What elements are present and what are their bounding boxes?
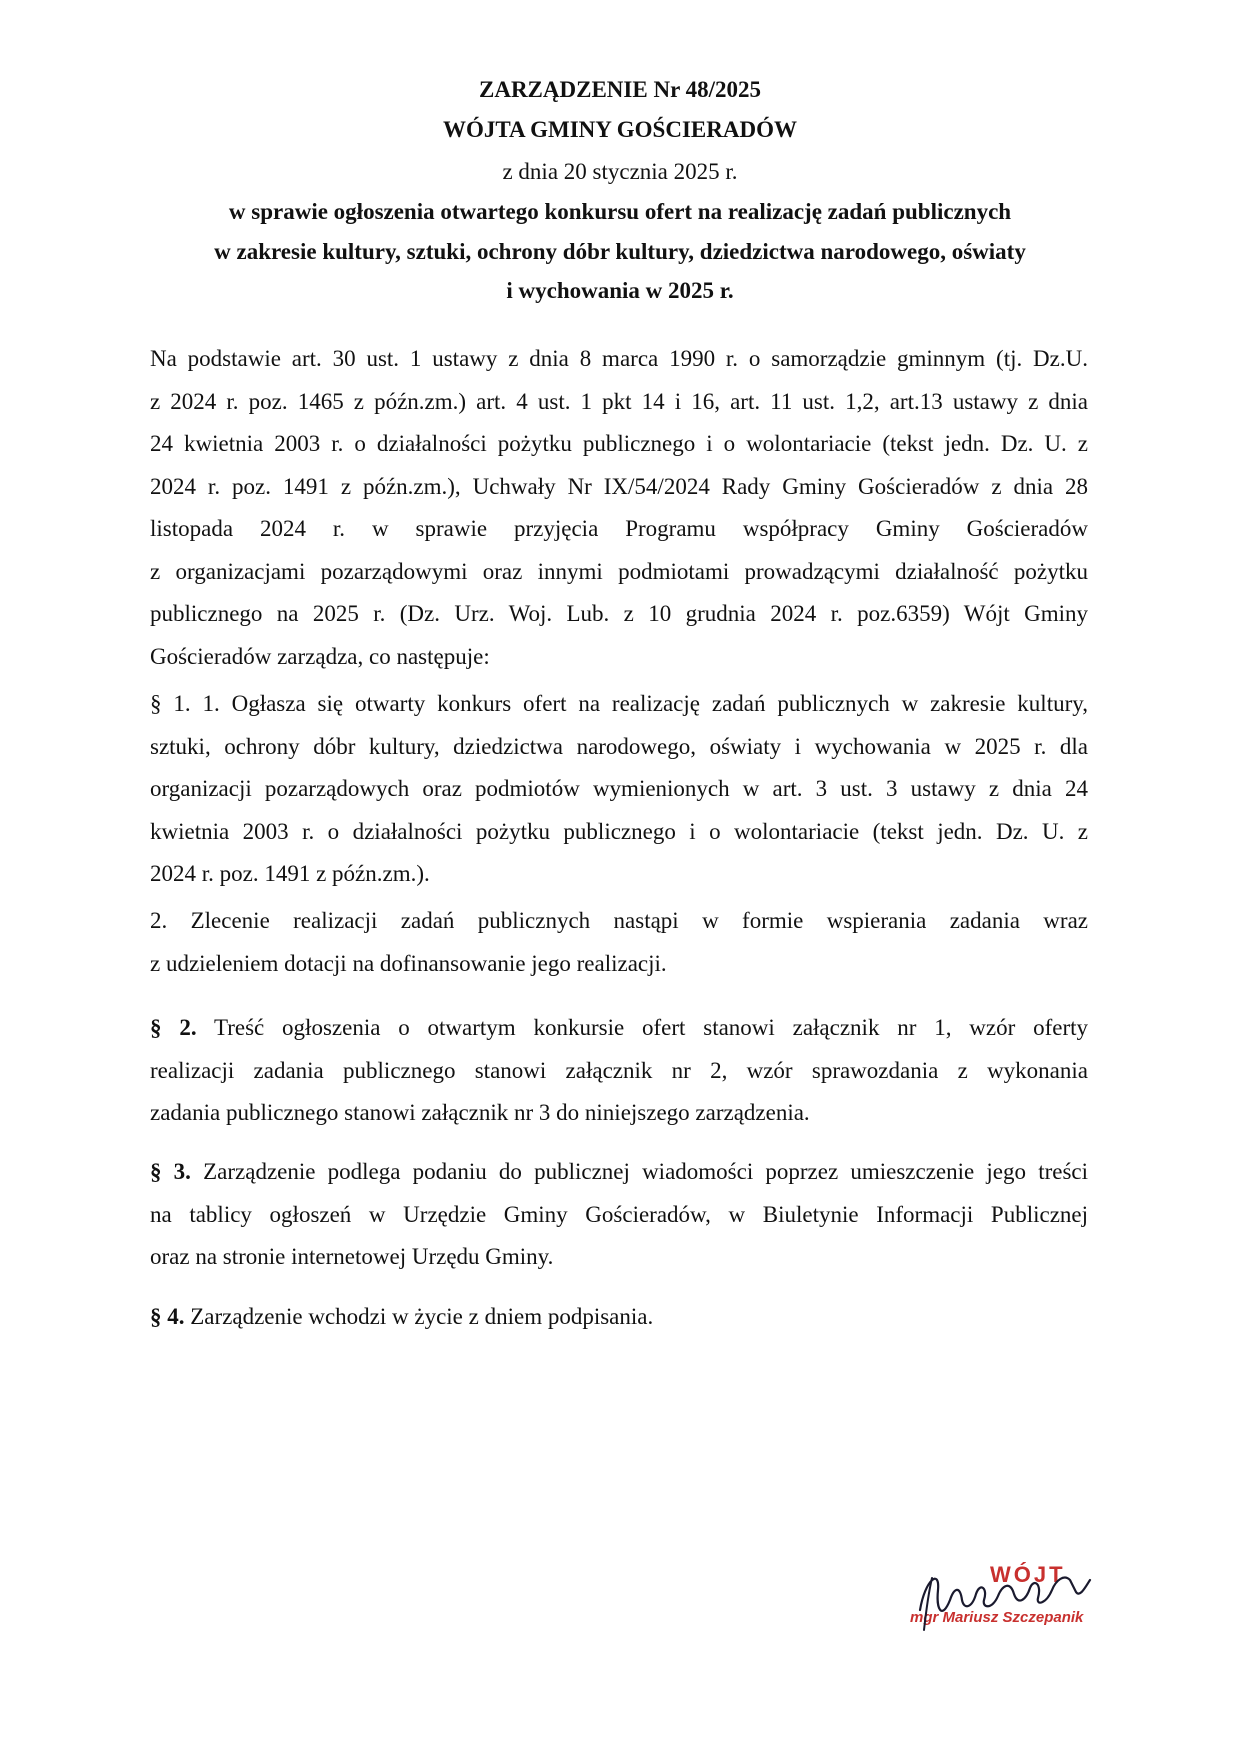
preamble-line: Gościeradów zarządza, co następuje: — [150, 643, 490, 669]
section-3-line: Zarządzenie podlega podaniu do publicznej wiadomości poprzez umieszczenie jego treści — [190, 1159, 1089, 1184]
section-3-line: na tablicy ogłoszeń w Urzędzie Gminy Gościeradów, w Biuletynie Informacji Publicznej — [150, 1201, 1088, 1227]
stamp-title: WÓJT — [990, 1562, 1066, 1587]
subject-line-2: w zakresie kultury, sztuki, ochrony dóbr kultury, dziedzictwa narodowego, oświaty — [214, 239, 1026, 264]
document-date: z dnia 20 stycznia 2025 r. — [502, 159, 738, 184]
section-2-line: Treść ogłoszenia o otwartym konkursie ofert stanowi załącznik nr 1, wzór oferty — [196, 1015, 1089, 1040]
section-4-label: § 4. — [150, 1304, 185, 1329]
subject-line-3: i wychowania w 2025 r. — [506, 278, 734, 303]
section-2-line: zadania publicznego stanowi załącznik nr 3 do niniejszego zarządzenia. — [150, 1100, 810, 1125]
section-1-point-2-line: 2. Zlecenie realizacji zadań publicznych nastąpi w formie wspierania zadania wraz — [150, 908, 1088, 933]
section-2-line: realizacji zadania publicznego stanowi załącznik nr 2, wzór sprawozdania z wykonania — [150, 1057, 1088, 1083]
section-3-line: oraz na stronie internetowej Urzędu Gminy. — [150, 1244, 554, 1269]
section-1-line: 2024 r. poz. 1491 z późn.zm.). — [150, 861, 430, 886]
signature-stamp — [880, 1550, 1120, 1640]
section-1-line: § 1. 1. Ogłasza się otwarty konkurs ofert na realizację zadań publicznych w zakresie kultury, — [150, 691, 1088, 716]
preamble-line: 24 kwietnia 2003 r. o działalności pożytku publicznego i o wolontariacie (tekst jedn. Dz. U. z — [150, 431, 1088, 456]
section-3-label: § 3. — [150, 1159, 191, 1184]
preamble-paragraph — [150, 338, 1088, 678]
section-2-paragraph — [150, 1007, 1088, 1135]
section-1-point-2-line: z udzieleniem dotacji na dofinansowanie jego realizacji. — [150, 950, 667, 976]
stamp-name: mgr Mariusz Szczepanik — [910, 1609, 1084, 1626]
section-2-label: § 2. — [150, 1015, 197, 1040]
section-1-line: kwietnia 2003 r. o działalności pożytku publicznego i o wolontariacie (tekst jedn. Dz. U. z — [150, 818, 1088, 844]
section-3-paragraph — [150, 1151, 1088, 1279]
subject-line-1: w sprawie ogłoszenia otwartego konkursu ofert na realizację zadań publicznych — [228, 199, 1012, 224]
preamble-line: listopada 2024 r. w sprawie przyjęcia Programu współpracy Gminy Gościeradów — [150, 516, 1088, 541]
preamble-line: publicznego na 2025 r. (Dz. Urz. Woj. Lub. z 10 grudnia 2024 r. poz.6359) Wójt Gminy — [150, 601, 1088, 626]
preamble-line: z 2024 r. poz. 1465 z późn.zm.) art. 4 ust. 1 pkt 14 i 16, art. 11 ust. 1,2, art.13 ustawy z dnia — [150, 388, 1088, 414]
issuing-authority: WÓJTA GMINY GOŚCIERADÓW — [443, 117, 797, 142]
section-1-line: organizacji pozarządowych oraz podmiotów wymienionych w art. 3 ust. 3 ustawy z dnia 24 — [150, 776, 1088, 801]
document-title: ZARZĄDZENIE Nr 48/2025 — [479, 77, 761, 102]
preamble-line: 2024 r. poz. 1491 z późn.zm.), Uchwały Nr IX/54/2024 Rady Gminy Gościeradów z dnia 28 — [150, 473, 1088, 499]
section-1-point-2 — [150, 900, 1088, 985]
preamble-line: Na podstawie art. 30 ust. 1 ustawy z dnia 8 marca 1990 r. o samorządzie gminnym (tj. Dz.U. — [150, 346, 1088, 371]
section-1-paragraph — [150, 683, 1088, 896]
preamble-line: z organizacjami pozarządowymi oraz innymi podmiotami prowadzącymi działalność pożytku — [150, 558, 1088, 584]
signature-stamp-image — [880, 1550, 1120, 1640]
section-4-text: Zarządzenie wchodzi w życie z dniem podpisania. — [184, 1304, 654, 1329]
section-1-line: sztuki, ochrony dóbr kultury, dziedzictwa narodowego, oświaty i wychowania w 2025 r. dla — [150, 733, 1088, 759]
section-4-paragraph — [150, 1296, 1088, 1339]
